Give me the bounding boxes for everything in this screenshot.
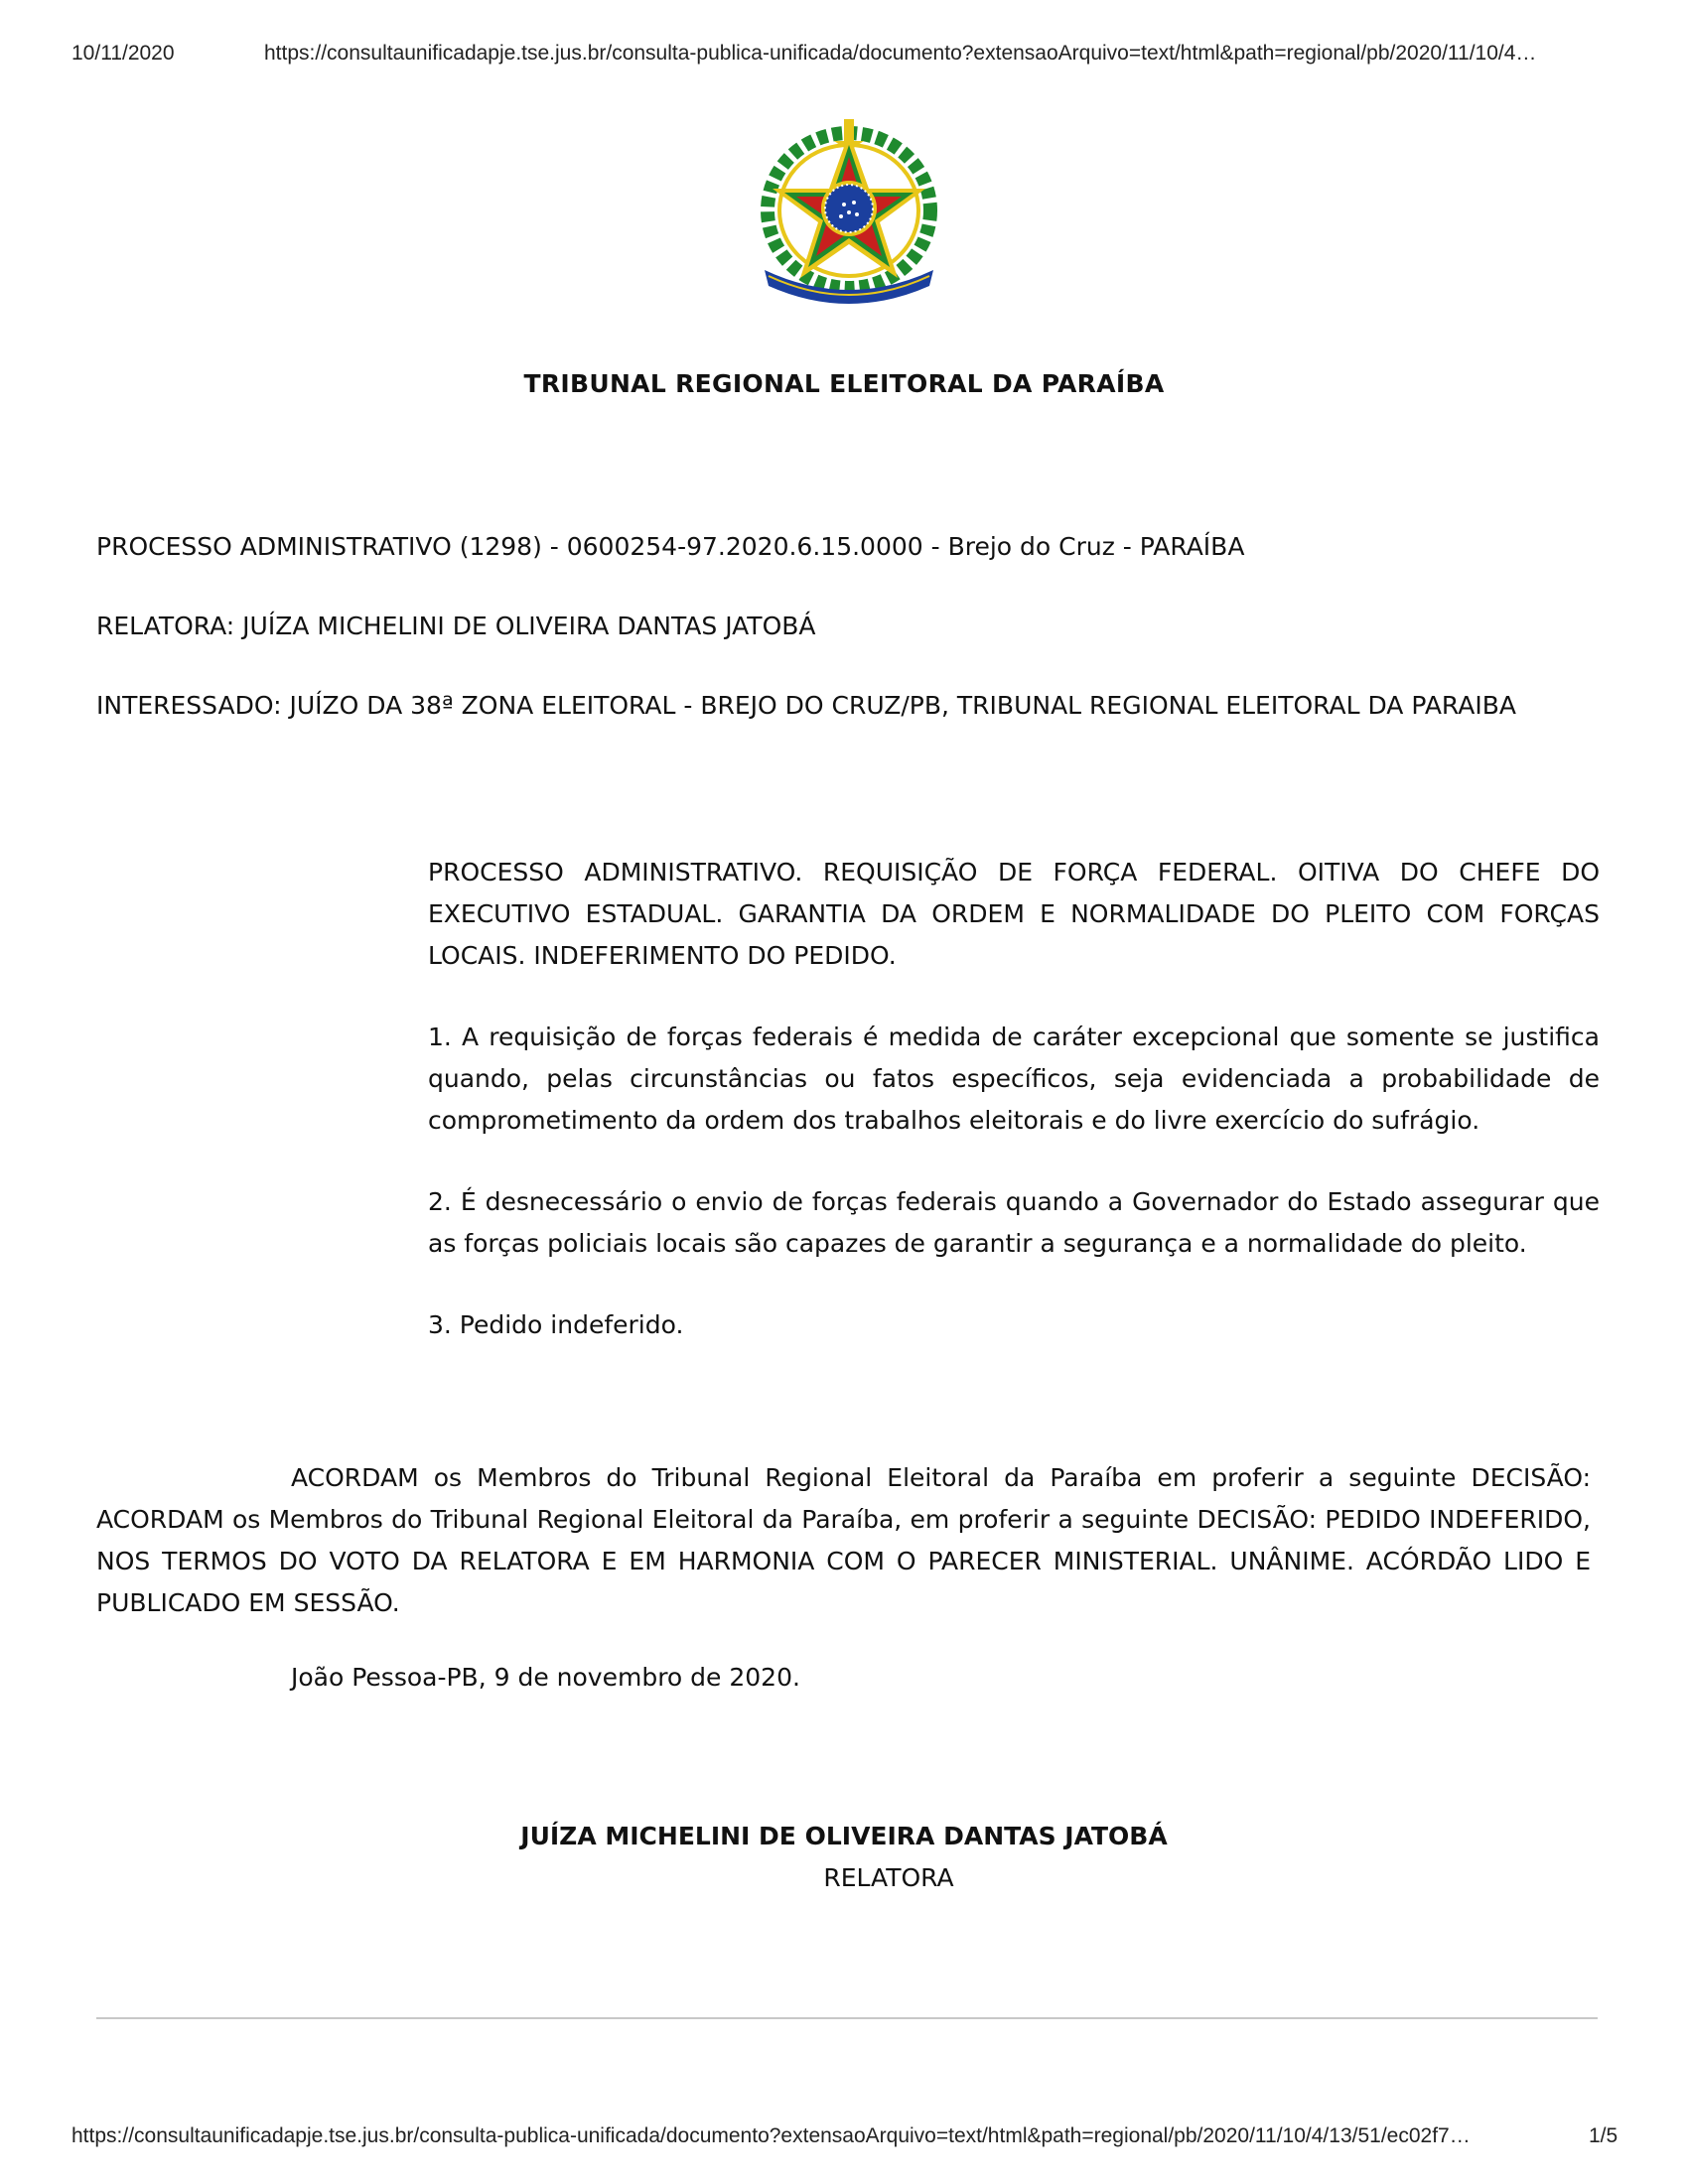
ementa	[428, 852, 1600, 1386]
relatora-line: RELATORA: JUÍZA MICHELINI DE OLIVEIRA DANTAS JATOBÁ	[96, 612, 816, 640]
place-date: João Pessoa-PB, 9 de novembro de 2020.	[291, 1663, 800, 1692]
print-footer	[0, 2124, 1688, 2154]
process-line: PROCESSO ADMINISTRATIVO (1298) - 0600254-97.2020.6.15.0000 - Brejo do Cruz - PARAÍBA	[96, 532, 1245, 561]
ementa-item-1: 1. A requisição de forças federais é medida de caráter excepcional que somente se justifica quando, pelas circunstâncias ou fatos específicos, seja evidenciada a probabilidade de comprometimento da ordem dos trabalhos eleitorais e do livre exercício do sufrágio.	[428, 1023, 1600, 1135]
ementa-summary: PROCESSO ADMINISTRATIVO. REQUISIÇÃO DE FORÇA FEDERAL. OITIVA DO CHEFE DO EXECUTIVO ESTADUAL. GARANTIA DA ORDEM E NORMALIDADE DO PLEITO COM FORÇAS LOCAIS. INDEFERIMENTO DO PEDIDO.	[428, 858, 1600, 970]
print-url[interactable]: https://consultaunificadapje.tse.jus.br/consulta-publica-unificada/documento?extensaoArquivo=text/html&path=regional/pb/2020/11/10/4…	[264, 42, 1537, 65]
page-number: 1/5	[1589, 2124, 1618, 2147]
ementa-item-3: 3. Pedido indeferido.	[428, 1310, 684, 1339]
acordam-paragraph: ACORDAM os Membros do Tribunal Regional Eleitoral da Paraíba em proferir a seguinte DECISÃO: ACORDAM os Membros do Tribunal Regional Eleitoral da Paraíba, em proferir a seguinte DECISÃO: PEDIDO INDEFERIDO, NOS TERMOS DO VOTO DA RELATORA E EM HARMONIA COM O PARECER MINISTERIAL. UNÂNIME. ACÓRDÃO LIDO E PUBLICADO EM SESSÃO.	[96, 1463, 1591, 1617]
divider	[96, 2017, 1598, 2019]
brazil-coat-of-arms-icon	[755, 111, 943, 310]
print-header	[0, 42, 1688, 71]
signature-name: JUÍZA MICHELINI DE OLIVEIRA DANTAS JATOBÁ	[520, 1822, 1168, 1850]
footer-url[interactable]: https://consultaunificadapje.tse.jus.br/consulta-publica-unificada/documento?extensaoArquivo=text/html&path=regional/pb/2020/11/10/4/13/51/ec02f7…	[71, 2124, 1471, 2147]
signature-role: RELATORA	[823, 1863, 954, 1892]
court-title: TRIBUNAL REGIONAL ELEITORAL DA PARAÍBA	[523, 369, 1165, 398]
print-date: 10/11/2020	[71, 42, 175, 65]
interessado-line: INTERESSADO: JUÍZO DA 38ª ZONA ELEITORAL - BREJO DO CRUZ/PB, TRIBUNAL REGIONAL ELEITORAL DA PARAIBA	[96, 691, 1517, 720]
ementa-item-2: 2. É desnecessário o envio de forças federais quando a Governador do Estado assegurar que as forças policiais locais são capazes de garantir a segurança e a normalidade do pleito.	[428, 1187, 1600, 1258]
